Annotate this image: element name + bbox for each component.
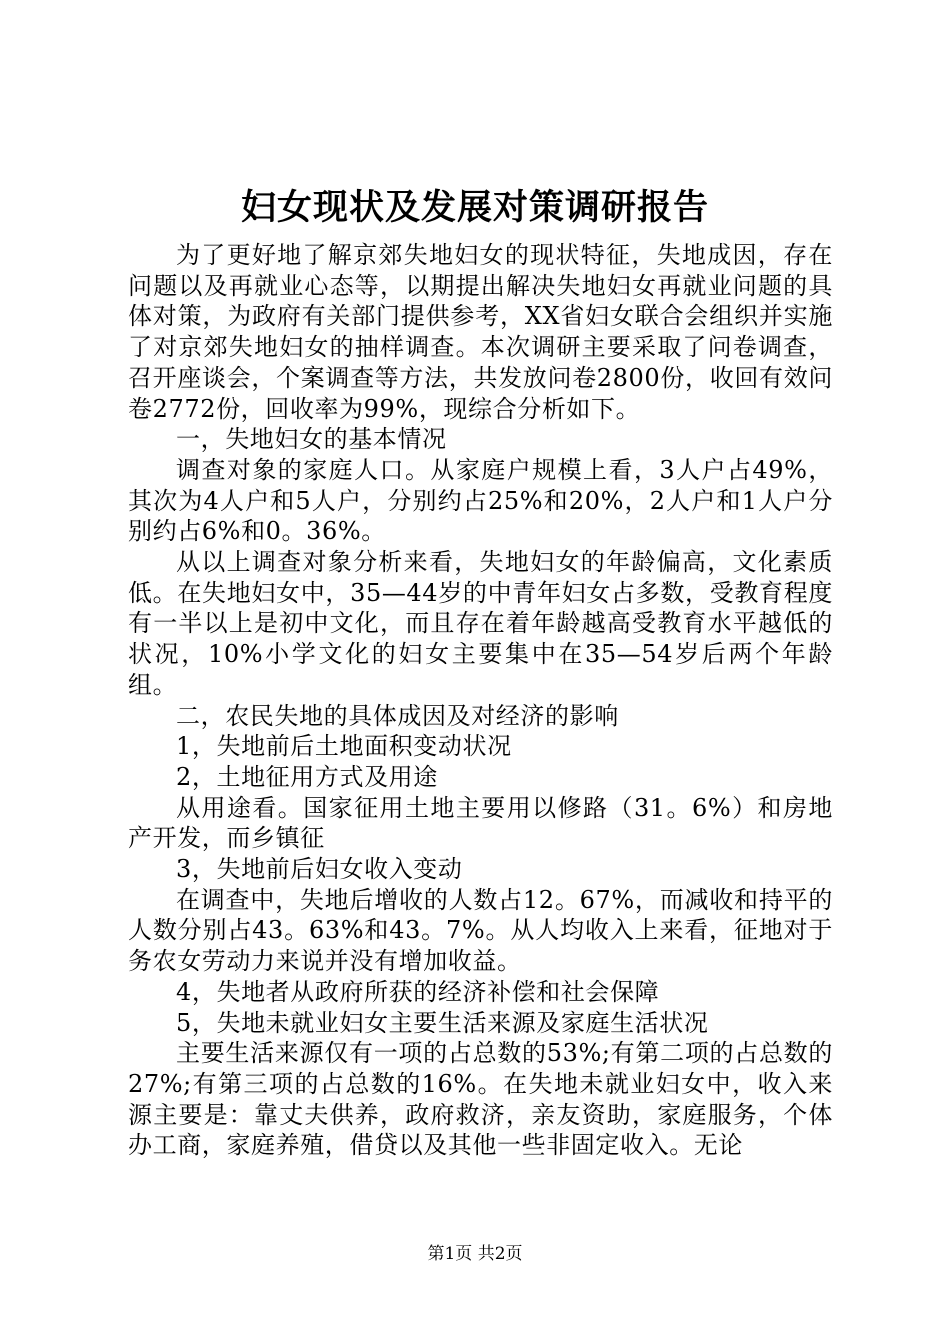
- subheading-1: 1，失地前后土地面积变动状况: [176, 732, 512, 761]
- document-title: 妇女现状及发展对策调研报告: [240, 187, 709, 228]
- section-heading-1: 一，失地妇女的基本情况: [176, 425, 447, 454]
- intro-paragraph: 为了更好地了解京郊失地妇女的现状特征，失地成因，存在问题以及再就业心态等，以期提出解决失地妇女再就业问题的具体对策，为政府有关部门提供参考，XX省妇女联合会组织并实施了对京郊失地妇女的抽样调查。本次调研主要采取了问卷调查，召开座谈会，个案调查等方法，共发放问卷2800份，收回有效问卷2772份，回收率为99%，现综合分析如下。: [128, 241, 833, 423]
- subheading-3: 3，失地前后妇女收入变动: [176, 855, 463, 884]
- subheading-5: 5，失地未就业妇女主要生活来源及家庭生活状况: [176, 1008, 709, 1037]
- living-source-paragraph: 主要生活来源仅有一项的占总数的53%;有第二项的占总数的27%;有第三项的占总数的16%。在失地未就业妇女中，收入来源主要是：靠丈夫供养，政府救济，亲友资助，家庭服务，个体办工商，家庭养殖，借贷以及其他一些非固定收入。无论: [128, 1039, 833, 1160]
- land-use-paragraph: 从用途看。国家征用土地主要用以修路（31。6%）和房地产开发，而乡镇征: [128, 793, 833, 853]
- document-body: [128, 240, 833, 1161]
- household-paragraph: 调查对象的家庭人口。从家庭户规模上看，3人户占49%，其次为4人户和5人户，分别约占25%和20%，2人户和1人户分别约占6%和0。36%。: [128, 455, 833, 546]
- section-heading-2: 二，农民失地的具体成因及对经济的影响: [176, 701, 619, 730]
- age-education-paragraph: 从以上调查对象分析来看，失地妇女的年龄偏高，文化素质低。在失地妇女中，35—44岁的中青年妇女占多数，受教育程度有一半以上是初中文化，而且存在着年龄越高受教育水平越低的状况，10%小学文化的妇女主要集中在35—54岁后两个年龄组。: [128, 548, 833, 699]
- subheading-4: 4，失地者从政府所获的经济补偿和社会保障: [176, 977, 660, 1006]
- income-change-paragraph: 在调查中，失地后增收的人数占12。67%，而减收和持平的人数分别占43。63%和43。7%。从人均收入上来看，征地对于务农女劳动力来说并没有增加收益。: [128, 885, 833, 976]
- page-footer: 第1页 共2页: [427, 1244, 523, 1264]
- subheading-2: 2，土地征用方式及用途: [176, 762, 438, 791]
